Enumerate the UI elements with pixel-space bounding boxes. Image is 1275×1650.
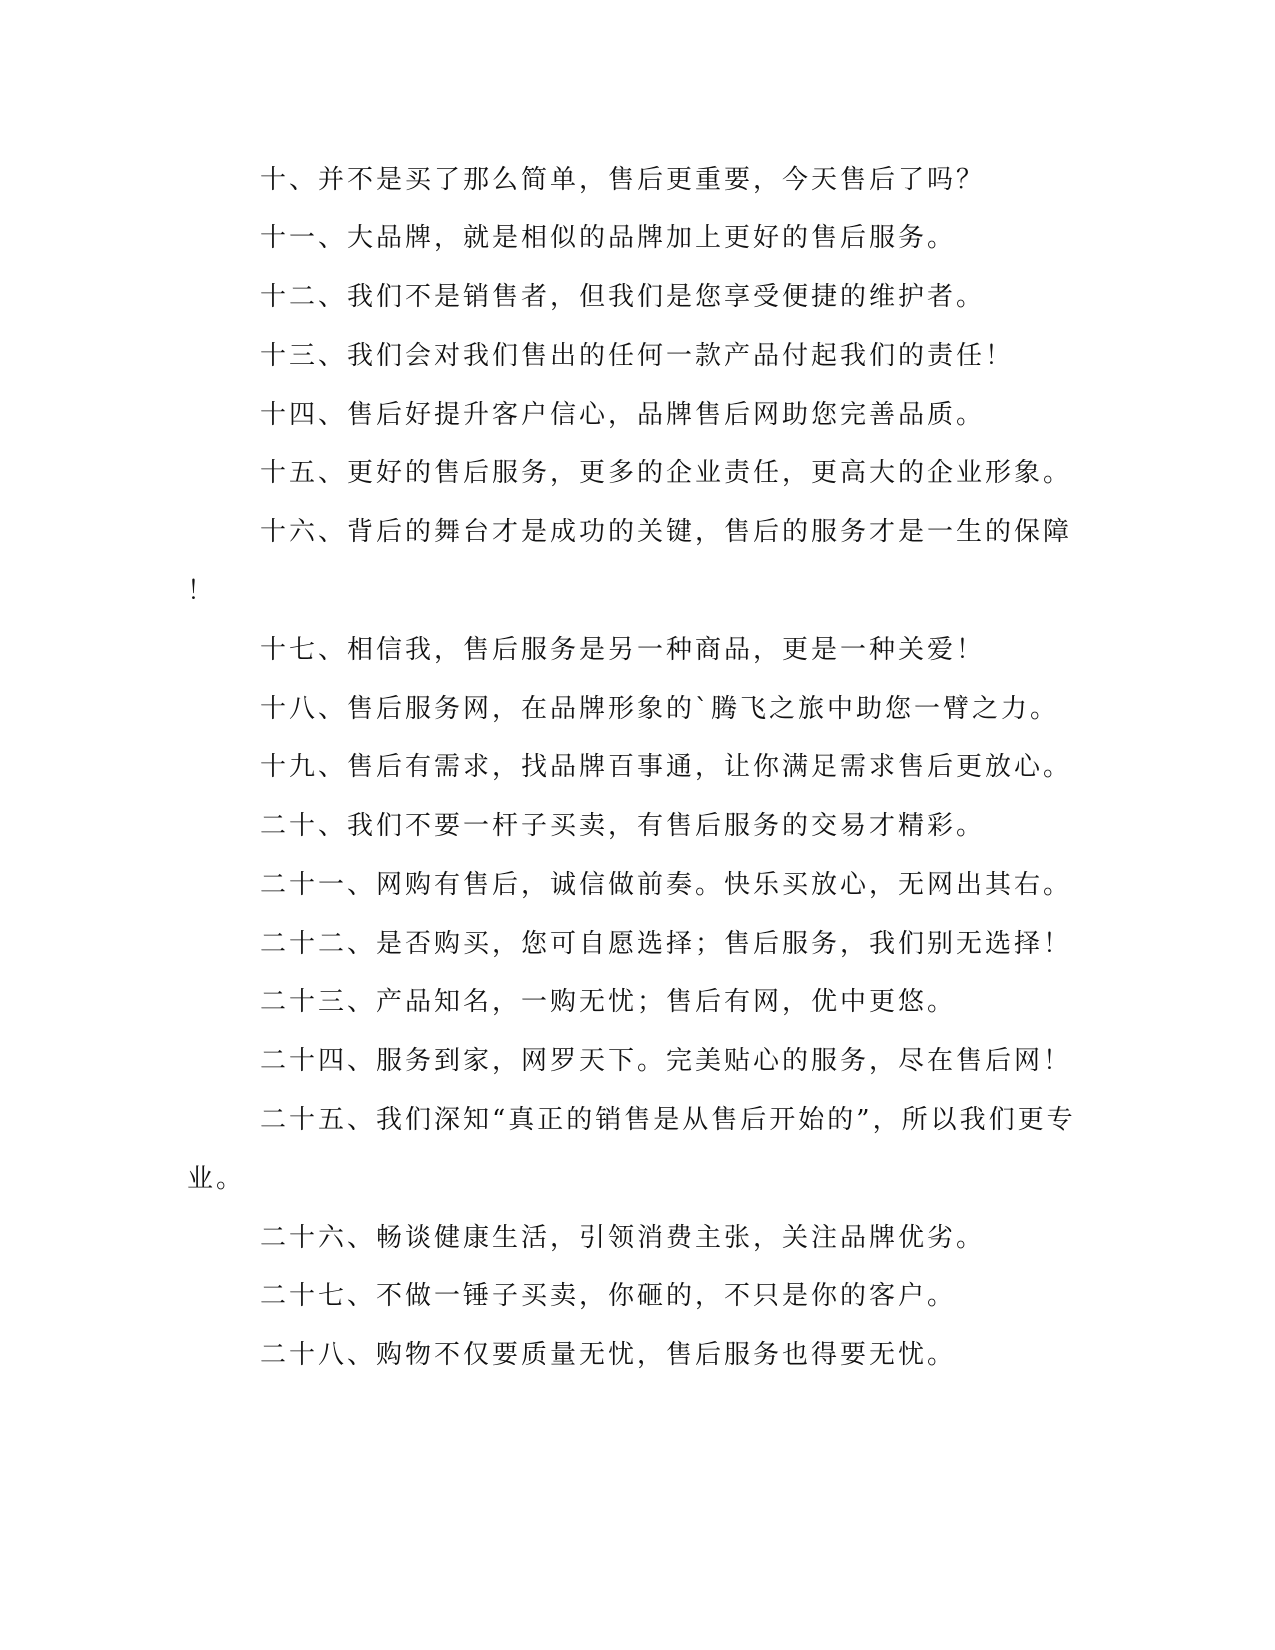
slogan-line-20: 二十、我们不要一杆子买卖，有售后服务的交易才精彩。 — [260, 811, 986, 841]
slogan-line-27: 二十七、不做一锤子买卖，你砸的，不只是你的客户。 — [260, 1281, 957, 1311]
slogan-line-12: 十二、我们不是销售者，但我们是您享受便捷的维护者。 — [260, 282, 986, 312]
slogan-line-11: 十一、大品牌，就是相似的品牌加上更好的售后服务。 — [260, 223, 957, 253]
slogan-line-13: 十三、我们会对我们售出的任何一款产品付起我们的责任！ — [260, 341, 1015, 371]
slogan-line-21: 二十一、网购有售后，诚信做前奏。快乐买放心，无网出其右。 — [260, 870, 1073, 900]
slogan-line-19: 十九、售后有需求，找品牌百事通，让你满足需求售后更放心。 — [260, 752, 1073, 782]
slogan-line-14: 十四、售后好提升客户信心，品牌售后网助您完善品质。 — [260, 400, 986, 430]
slogan-line-24: 二十四、服务到家，网罗天下。完美贴心的服务，尽在售后网！ — [260, 1046, 1073, 1076]
slogan-line-18: 十八、售后服务网，在品牌形象的`腾飞之旅中助您一臂之力。 — [260, 694, 1060, 724]
slogan-line-26: 二十六、畅谈健康生活，引领消费主张，关注品牌优劣。 — [260, 1223, 986, 1253]
slogan-line-10: 十、并不是买了那么简单，售后更重要，今天售后了吗？ — [260, 165, 986, 195]
slogan-line-22: 二十二、是否购买，您可自愿选择；售后服务，我们别无选择！ — [260, 929, 1073, 959]
slogan-line-25: 二十五、我们深知“真正的销售是从售后开始的”，所以我们更专 — [260, 1105, 1076, 1135]
slogan-line-16-continuation: ！ — [187, 576, 217, 606]
slogan-line-15: 十五、更好的售后服务，更多的企业责任，更高大的企业形象。 — [260, 458, 1073, 488]
slogan-line-23: 二十三、产品知名，一购无忧；售后有网，优中更悠。 — [260, 987, 957, 1017]
slogan-line-17: 十七、相信我，售后服务是另一种商品，更是一种关爱！ — [260, 635, 986, 665]
slogan-line-25-continuation: 业。 — [187, 1164, 246, 1194]
slogan-line-16: 十六、背后的舞台才是成功的关键，售后的服务才是一生的保障 — [260, 517, 1073, 547]
slogan-line-28: 二十八、购物不仅要质量无忧，售后服务也得要无忧。 — [260, 1340, 957, 1370]
